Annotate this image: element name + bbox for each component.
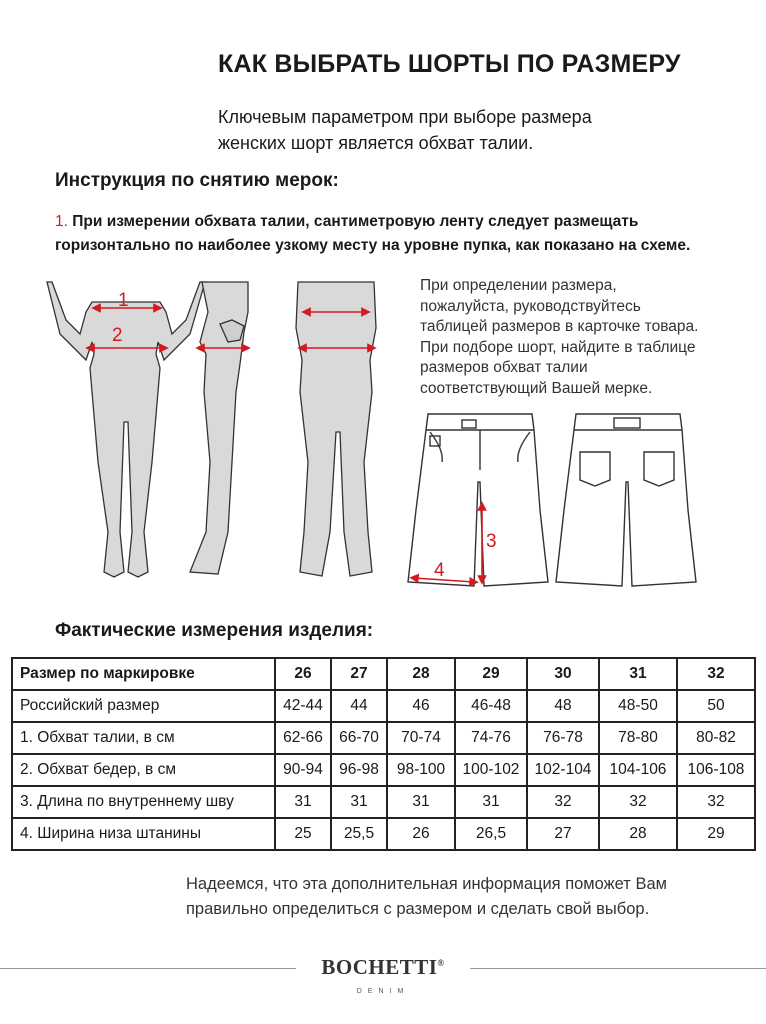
- table-cell: 44: [331, 690, 387, 722]
- brand-logo: [312, 955, 454, 980]
- table-row: [12, 818, 755, 850]
- footer-divider-right: [470, 968, 766, 969]
- table-cell: Российский размер: [12, 690, 275, 722]
- table-cell: 74-76: [455, 722, 527, 754]
- table-cell: 46-48: [455, 690, 527, 722]
- table-header-cell: 29: [455, 658, 527, 690]
- brand-subtitle: DENIM: [356, 988, 410, 995]
- waist-label: 1: [118, 290, 129, 311]
- closing-line-2: правильно определиться с размером и сделать свой выбор.: [186, 900, 650, 918]
- size-advice-text: [420, 276, 740, 399]
- table-cell: 32: [677, 786, 755, 818]
- brand-name: BOCHETTI: [321, 955, 438, 979]
- table-cell: 48-50: [599, 690, 677, 722]
- table-header-cell: 26: [275, 658, 331, 690]
- table-cell: 100-102: [455, 754, 527, 786]
- table-cell: 1. Обхват талии, в см: [12, 722, 275, 754]
- intro-text: [218, 104, 592, 156]
- table-cell: 90-94: [275, 754, 331, 786]
- table-cell: 4. Ширина низа штанины: [12, 818, 275, 850]
- closing-line-1: Надеемся, что эта дополнительная информация поможет Вам: [186, 875, 667, 893]
- table-cell: 102-104: [527, 754, 599, 786]
- table-header-cell: Размер по маркировке: [12, 658, 275, 690]
- table-cell: 62-66: [275, 722, 331, 754]
- table-cell: 98-100: [387, 754, 455, 786]
- table-row: [12, 786, 755, 818]
- table-header-cell: 27: [331, 658, 387, 690]
- advice-line-4: При подборе шорт, найдите в таблице: [420, 338, 696, 356]
- front-body-figure: [47, 282, 205, 577]
- step-1-number: 1.: [55, 213, 68, 230]
- table-cell: 70-74: [387, 722, 455, 754]
- front-shorts-drawing: [408, 414, 548, 586]
- closing-text: [186, 872, 746, 922]
- table-cell: 76-78: [527, 722, 599, 754]
- table-row: [12, 690, 755, 722]
- advice-line-5: размеров обхват талии: [420, 359, 588, 376]
- table-cell: 2. Обхват бедер, в см: [12, 754, 275, 786]
- table-cell: 50: [677, 690, 755, 722]
- table-cell: 96-98: [331, 754, 387, 786]
- back-body-figure: [296, 282, 376, 576]
- table-cell: 29: [677, 818, 755, 850]
- advice-line-3: таблицей размеров в карточке товара.: [420, 318, 699, 335]
- table-heading: Фактические измерения изделия:: [55, 620, 374, 641]
- table-cell: 32: [527, 786, 599, 818]
- back-shorts-drawing: [556, 414, 696, 586]
- advice-line-1: При определении размера,: [420, 277, 617, 294]
- table-cell: 31: [387, 786, 455, 818]
- front-shorts-marks: [414, 506, 497, 582]
- table-header-cell: 28: [387, 658, 455, 690]
- footer-divider-left: [0, 968, 296, 969]
- intro-line-1: Ключевым параметром при выборе размера: [218, 107, 592, 127]
- step-1-text-1: При измерении обхвата талии, сантиметровую ленту следует размещать: [72, 213, 639, 230]
- table-header-cell: 31: [599, 658, 677, 690]
- table-cell: 78-80: [599, 722, 677, 754]
- shorts-illustration: [400, 410, 710, 595]
- table-row: [12, 722, 755, 754]
- advice-line-2: пожалуйста, руководствуйтесь: [420, 297, 641, 315]
- size-table: [11, 657, 756, 851]
- step-1-line-2: горизонтально по наиболее узкому месту на уровне пупка, как показано на схеме.: [55, 237, 691, 254]
- table-cell: 66-70: [331, 722, 387, 754]
- table-cell: 25,5: [331, 818, 387, 850]
- table-cell: 28: [599, 818, 677, 850]
- inseam-label: 3: [486, 531, 497, 552]
- page-title: КАК ВЫБРАТЬ ШОРТЫ ПО РАЗМЕРУ: [218, 50, 681, 78]
- table-cell: 106-108: [677, 754, 755, 786]
- table-cell: 27: [527, 818, 599, 850]
- table-cell: 46: [387, 690, 455, 722]
- instruction-heading: Инструкция по снятию мерок:: [55, 170, 339, 191]
- advice-line-6: соответствующий Вашей мерке.: [420, 379, 653, 397]
- table-cell: 31: [331, 786, 387, 818]
- leg-width-label: 4: [434, 560, 445, 581]
- table-cell: 42-44: [275, 690, 331, 722]
- step-1-instruction: [55, 210, 745, 258]
- hips-label: 2: [112, 325, 123, 346]
- table-cell: 26: [387, 818, 455, 850]
- table-header-row: [12, 658, 755, 690]
- table-cell: 31: [275, 786, 331, 818]
- body-figures-illustration: [40, 272, 410, 592]
- table-cell: 80-82: [677, 722, 755, 754]
- table-header-cell: 30: [527, 658, 599, 690]
- table-cell: 32: [599, 786, 677, 818]
- table-cell: 48: [527, 690, 599, 722]
- table-cell: 104-106: [599, 754, 677, 786]
- intro-line-2: женских шорт является обхват талии.: [218, 133, 534, 153]
- table-cell: 26,5: [455, 818, 527, 850]
- side-body-figure: [190, 282, 248, 574]
- table-header-cell: 32: [677, 658, 755, 690]
- table-cell: 3. Длина по внутреннему шву: [12, 786, 275, 818]
- table-cell: 31: [455, 786, 527, 818]
- registered-mark: ®: [437, 958, 445, 968]
- step-1-line-1: [55, 210, 745, 234]
- table-row: [12, 754, 755, 786]
- table-cell: 25: [275, 818, 331, 850]
